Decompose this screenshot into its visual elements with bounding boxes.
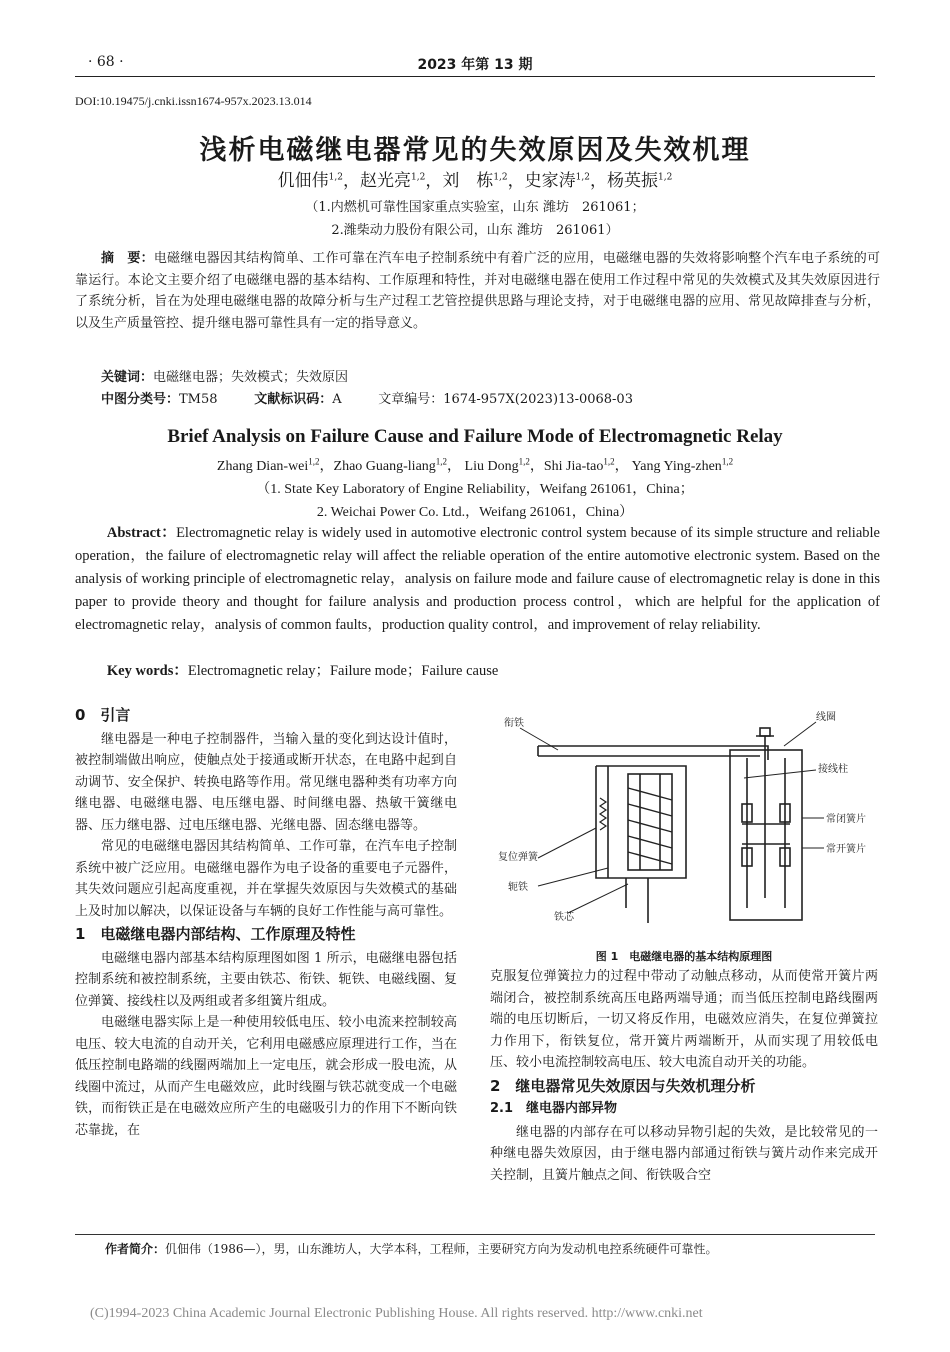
figure-caption: 图 1 电磁继电器的基本结构原理图 [595, 950, 773, 963]
paragraph: 继电器的内部存在可以移动异物引起的失效，是比较常见的一种继电器失效原因，由于继电器内部通过衔铁与簧片动作来完成开关控制，且簧片触点之间、衔铁吸合空 [490, 1124, 878, 1183]
english-title: Brief Analysis on Failure Cause and Failure Mode of Electromagnetic Relay [167, 426, 783, 447]
author-list: 仉佃伟$^{1,2}$，赵光亮$^{1,2}$，刘 栋$^{1,2}$，史家涛$^{1,2}$，杨英振$^{1,2}$ [277, 171, 673, 191]
relay-structure-diagram [498, 708, 883, 943]
author: 杨英振 [606, 171, 658, 191]
section-heading: 1 电磁继电器内部结构、工作原理及特性 [75, 925, 356, 943]
paragraph: 电磁继电器实际上是一种使用较低电压、较小电流来控制较高电压、较大电流的自动开关，它利用电磁感应原理进行工作，当在低压控制电路端的线圈两端加上一定电压，就会形成一股电流，从线圈中流过，从而产生电磁效应，此时线圈与铁芯就变成一个电磁铁，而衔铁正是在电磁效应所产生的电磁吸引力的作用下不断向铁芯靠拢，在 [75, 1015, 457, 1138]
doi[interactable]: DOI:10.19475/j.cnki.issn1674-957x.2023.13.014 [75, 94, 312, 108]
english-affiliation-2: 2. Weichai Power Co. Ltd.，Weifang 261061，China） [316, 505, 634, 520]
classification: 中图分类号：TM58 文献标识码：A 文章编号：1674-957X(2023)13-0068-03 [101, 392, 633, 407]
section-heading: 2 继电器常见失效原因与失效机理分析 [490, 1076, 756, 1095]
english-authors: Zhang Dian-wei$^{1,2}$，Zhao Guang-liang$^{1,2}$， Liu Dong$^{1,2}$，Shi Jia-tao$^{1,2}$， Yang Ying-zhen$^{1,2}$ [216, 456, 734, 474]
author: 史家涛 [524, 171, 576, 191]
subsection-heading: 2.1 继电器内部异物 [490, 1101, 618, 1116]
label-coil: 线圈 [816, 712, 836, 723]
author: 赵光亮 [360, 171, 411, 191]
copyright-watermark: (C)1994-2023 China Academic Journal Electronic Publishing House. All rights reserved. http://www.cnki.net [90, 1306, 703, 1321]
section-heading: 0 引言 [75, 706, 131, 724]
header-rule [75, 76, 875, 77]
paragraph: 电磁继电器内部基本结构原理图如图 1 所示，电磁继电器包括控制系统和被控制系统，主要由铁芯、衔铁、轭铁、电磁线圈、复位弹簧、接线柱以及两组或者多组簧片组成。 [75, 950, 457, 1009]
armature-bar [538, 746, 768, 760]
label-yoke: 轭铁 [508, 882, 528, 893]
author: 刘 栋 [442, 171, 494, 191]
english-affiliation-1: （1. State Key Laboratory of Engine Reliability，Weifang 261061，China； [256, 482, 694, 497]
left-column [75, 705, 457, 1141]
page-number: · 68 · [88, 54, 124, 70]
author: 仉佃伟 [277, 171, 329, 191]
label-nc: 常闭簧片 [826, 814, 866, 825]
paragraph: 克服复位弹簧拉力的过程中带动了动触点移动，从而使常开簧片两端闭合，被控制系统高压电路两端导通；而当低压控制电路线圈两端的电压切断后，一切又将反作用，电磁效应消失，在复位弹簧拉力作用下，衔铁复位，常开簧片两端断开，从而实现了用较低电压、较小电流控制较高电压、较大电流自动开关的功能。 [490, 969, 878, 1070]
label-terminal: 接线柱 [818, 764, 848, 775]
right-column [490, 966, 878, 1186]
affiliation-1: （1.内燃机可靠性国家重点实验室，山东 潍坊 261061； [305, 200, 645, 215]
paragraph: 常见的电磁继电器因其结构简单、工作可靠，在汽车电子控制系统中被广泛应用。电磁继电器作为电子设备的重要电子元器件，其失效问题应引起高度重视，并在掌握失效原因与失效模式的基础上及时加以解决，以保证设备与车辆的良好工作性能与高可靠性。 [75, 839, 457, 919]
abstract-cn: 摘 要：电磁继电器因其结构简单、工作可靠在汽车电子控制系统中有着广泛的应用，电磁继电器的失效将影响整个汽车电子系统的可靠运行。本论文主要介绍了电磁继电器的基本结构、工作原理和特性，并对电磁继电器在使用工作过程中常见的失效模式及其失效原因进行了系统分析，旨在为处理电磁继电器的故障分析与生产过程工艺管控提供思路与理论支持，对于电磁继电器的应用、常见故障排查与分析，以及生产质量管控、提升继电器可靠性具有一定的指导意义。 [75, 251, 880, 331]
affiliation-2: 2.潍柴动力股份有限公司，山东 潍坊 261061） [331, 223, 619, 238]
footnote-rule [75, 1234, 875, 1235]
label-spring: 复位弹簧 [498, 852, 538, 863]
keywords-cn: 关键词：电磁继电器；失效模式；失效原因 [101, 370, 349, 385]
english-keywords: Key words：Electromagnetic relay；Failure mode；Failure cause [106, 663, 499, 679]
english-abstract: Abstract：Electromagnetic relay is widely used in automotive electronic control system because of its simple structure and reliable operation，the failure of electromagnetic relay will affect the reliable operation of the entire automotive electronic system. Based on the analysis of working principle of electromagnetic relay，analysis on failure mode and failure cause of electromagnetic relay is done in this paper to provide theory and thought for failure analysis and production process control，which are helpful for the application of electromagnetic relay，analysis of common faults，production quality control，and improvement of relay reliability. [75, 525, 880, 633]
pivot-cap [760, 728, 770, 736]
label-core: 铁芯 [554, 912, 574, 923]
page-title: 浅析电磁继电器常见的失效原因及失效机理 [199, 135, 751, 166]
journal-issue: 2023 年第 13 期 [417, 57, 533, 73]
coil-windings [628, 788, 672, 864]
paragraph: 继电器是一种电子控制器件，当输入量的变化到达设计值时，被控制端做出响应，使触点处于接通或断开状态，在电路中起到自动调节、安全保护、转换电路等作用。常见继电器种类有功率方向继电器、电磁继电器、电压继电器、时间继电器、热敏干簧继电器、压力继电器、过电压继电器、光继电器、固态继电器等。 [75, 731, 457, 833]
label-armature: 衔铁 [504, 718, 524, 729]
reset-spring [600, 798, 606, 830]
author-footnote: 作者简介：仉佃伟（1986—），男，山东潍坊人，大学本科，工程师，主要研究方向为发动机电控系统硬件可靠性。 [105, 1242, 718, 1256]
label-no: 常开簧片 [826, 844, 866, 855]
